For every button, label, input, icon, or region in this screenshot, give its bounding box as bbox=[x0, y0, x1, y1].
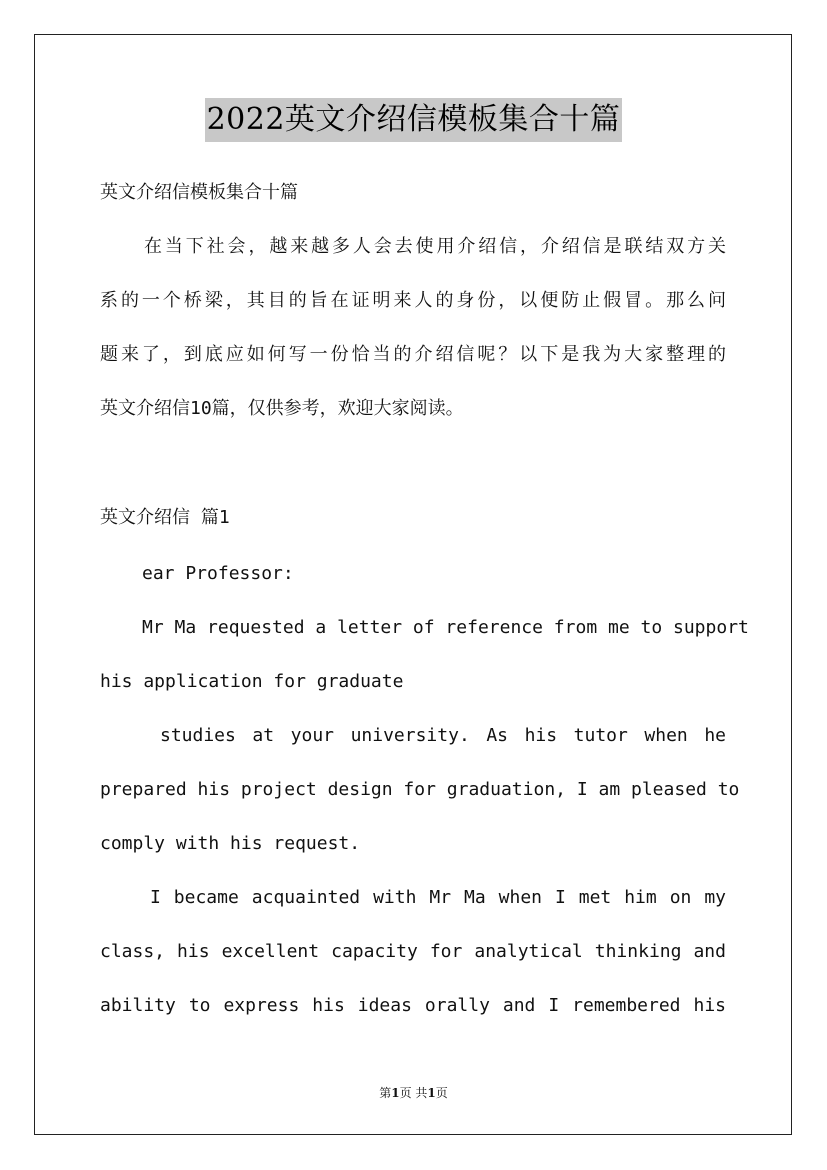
letter-line-5[interactable]: comply with his request. bbox=[100, 833, 361, 854]
footer-suffix: 页 bbox=[435, 1086, 448, 1100]
intro-line-2[interactable]: 系的一个桥梁，其目的旨在证明来人的身份，以便防止假冒。那么问 bbox=[100, 290, 726, 311]
subtitle[interactable]: 英文介绍信模板集合十篇 bbox=[100, 182, 298, 203]
letter-line-6[interactable]: I became acquainted with Mr Ma when I met him on my bbox=[150, 887, 726, 908]
letter-line-7[interactable]: class, his excellent capacity for analytical thinking and bbox=[100, 941, 726, 962]
title-container bbox=[0, 98, 827, 142]
footer-middle: 页 共 bbox=[399, 1086, 428, 1100]
letter-line-2[interactable]: his application for graduate bbox=[100, 671, 404, 692]
letter-line-1[interactable]: Mr Ma requested a letter of reference from me to support bbox=[142, 617, 749, 638]
footer-page-number: 1 bbox=[391, 1086, 400, 1100]
footer-prefix: 第 bbox=[379, 1086, 392, 1100]
intro-line-3[interactable]: 题来了，到底应如何写一份恰当的介绍信呢？以下是我为大家整理的 bbox=[100, 344, 726, 365]
intro-line-4[interactable]: 英文介绍信10篇，仅供参考，欢迎大家阅读。 bbox=[100, 398, 464, 419]
letter-line-8[interactable]: ability to express his ideas orally and I remembered his bbox=[100, 995, 726, 1016]
intro-line-1[interactable]: 在当下社会，越来越多人会去使用介绍信，介绍信是联结双方关 bbox=[144, 236, 726, 257]
document-title[interactable]: 2022英文介绍信模板集合十篇 bbox=[205, 98, 623, 142]
letter-line-3[interactable]: studies at your university. As his tutor when he bbox=[160, 725, 726, 746]
footer-page-total: 1 bbox=[427, 1086, 436, 1100]
section-heading[interactable]: 英文介绍信 篇1 bbox=[100, 507, 230, 528]
letter-line-4[interactable]: prepared his project design for graduation, I am pleased to bbox=[100, 779, 740, 800]
page-footer bbox=[0, 1084, 827, 1101]
letter-salutation[interactable]: ear Professor: bbox=[142, 563, 294, 584]
